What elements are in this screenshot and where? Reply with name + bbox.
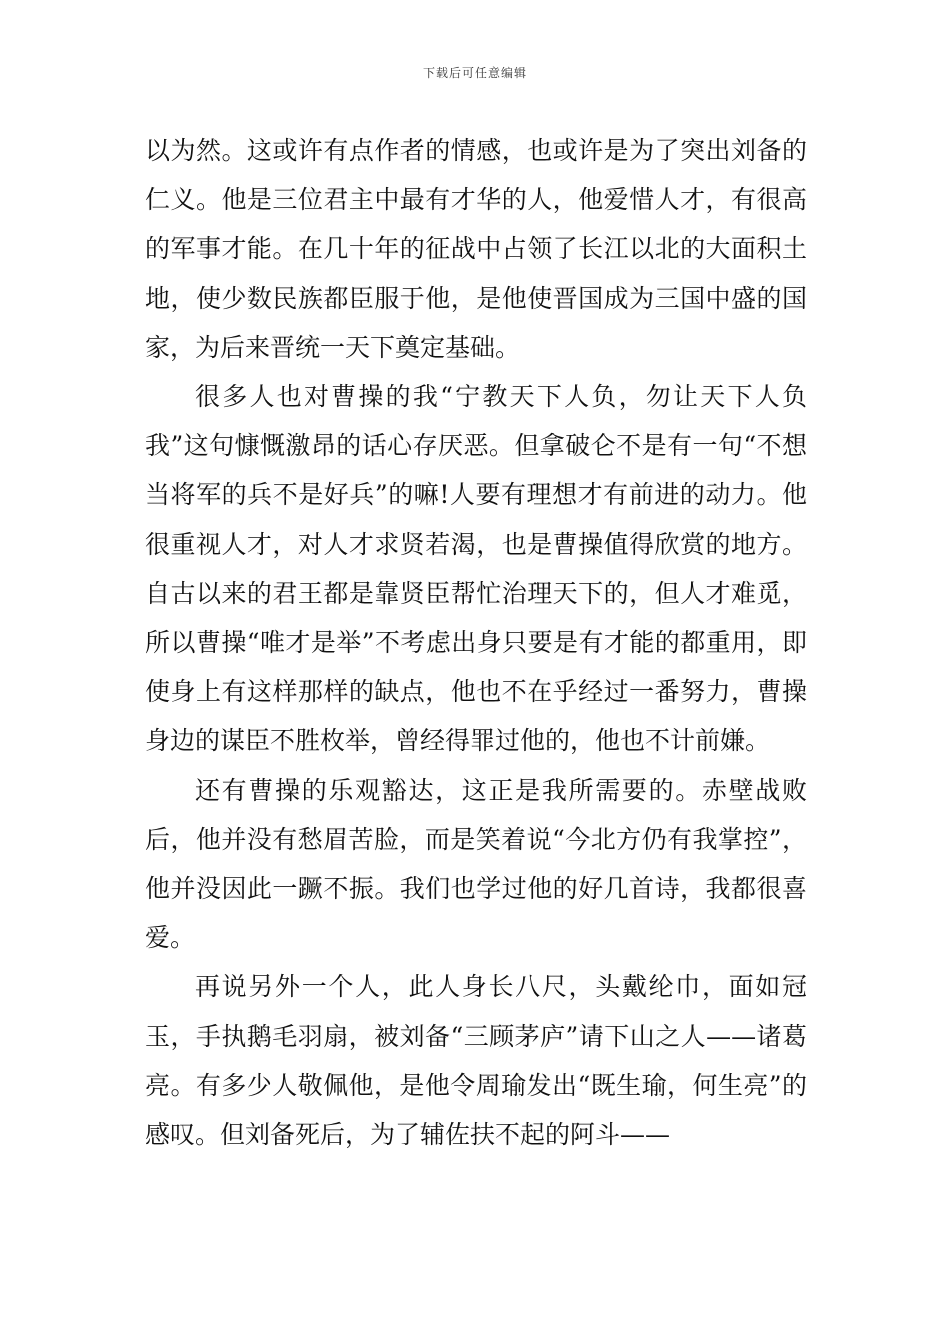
paragraph-1: 以为然。这或许有点作者的情感，也或许是为了突出刘备的仁义。他是三位君主中最有才华的人，他爱惜人才，有很高的军事才能。在几十年的征战中占领了长江以北的大面积土地，使少数民族都臣服于他，是他使晋国成为三国中盛的国家，为后来晋统一天下奠定基础。 <box>145 136 807 362</box>
page-header: 下载后可任意编辑 <box>422 66 527 80</box>
paragraph-3: 还有曹操的乐观豁达，这正是我所需要的。赤壁战败后，他并没有愁眉苦脸，而是笑着说“今北方仍有我掌控”，他并没因此一蹶不振。我们也学过他的好几首诗，我都很喜爱。 <box>145 775 807 953</box>
paragraph-4: 再说另外一个人，此人身长八尺，头戴纶巾，面如冠玉，手执鹅毛羽扇，被刘备“三顾茅庐”请下山之人——诸葛亮。有多少人敬佩他，是他令周瑜发出“既生瑜，何生亮”的感叹。但刘备死后，为了辅佐扶不起的阿斗—— <box>145 972 807 1150</box>
document-body <box>145 126 807 1159</box>
paragraph-2: 很多人也对曹操的我“宁教天下人负，勿让天下人负我”这句慷慨激昂的话心存厌恶。但拿破仑不是有一句“不想当将军的兵不是好兵”的嘛!人要有理想才有前进的动力。他很重视人才，对人才求贤若渴，也是曹操值得欣赏的地方。自古以来的君王都是靠贤臣帮忙治理天下的，但人才难觅，所以曹操“唯才是举”不考虑出身只要是有才能的都重用，即使身上有这样那样的缺点，他也不在乎经过一番努力，曹操身边的谋臣不胜枚举，曾经得罪过他的，他也不计前嫌。 <box>145 382 807 756</box>
